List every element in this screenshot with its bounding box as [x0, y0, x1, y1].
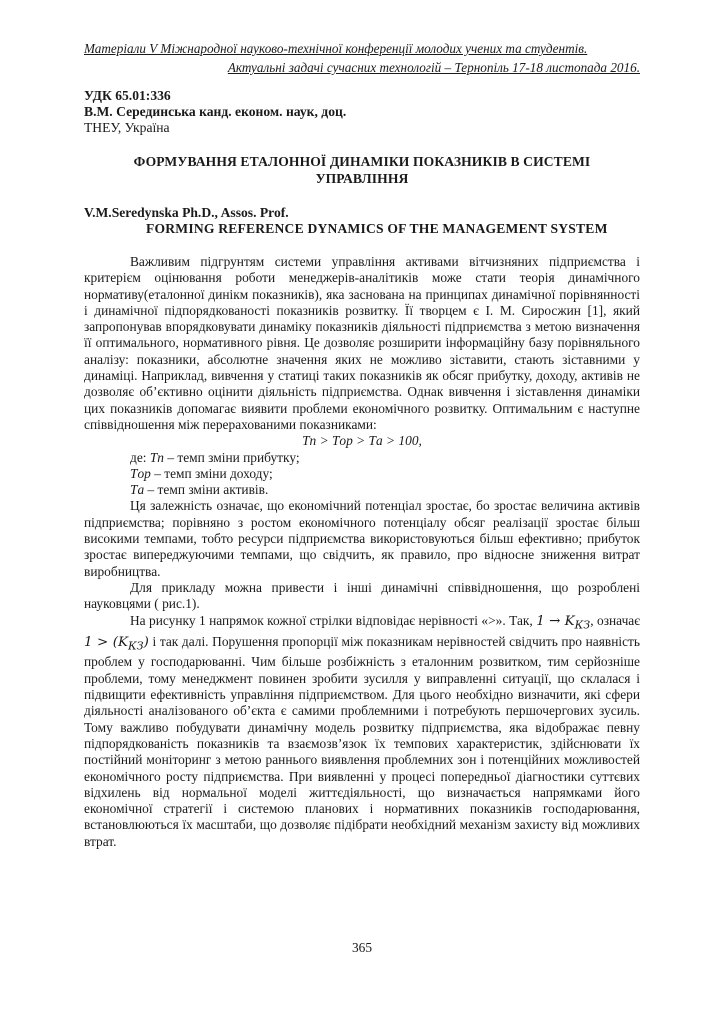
legend-tor-text: – темп зміни доходу; [150, 465, 273, 481]
paper-title-ua [84, 153, 640, 187]
paper-title-ua-line2: УПРАВЛІННЯ [315, 171, 409, 186]
formula-legend-ta [84, 482, 640, 498]
legend-tor-symbol: Tор [130, 465, 151, 481]
paragraph-4-start: На рисунку 1 напрямок кожної стрілки відповідає нерівності «>». Так, [130, 612, 537, 628]
formula-legend-tp [84, 450, 640, 466]
legend-tp-text: – темп зміни прибутку; [163, 449, 300, 465]
paper-title-ua-line1: ФОРМУВАННЯ ЕТАЛОННОЇ ДИНАМІКИ ПОКАЗНИКІВ В СИСТЕМІ [133, 154, 591, 169]
legend-ta-text: – темп зміни активів. [144, 482, 269, 498]
conference-header-line1: Матеріали V Міжнародної науково-технічної конференції молодих учених та студентів. [84, 41, 588, 56]
expr2-main: 1 > (K [84, 634, 129, 650]
paragraph-3: Для прикладу можна привести і інші динамічні співвідношення, що розроблені науковцями ( рис.1). [84, 579, 640, 612]
legend-ta-symbol: Tа [130, 482, 145, 498]
author-en: V.M.Seredynska Ph.D., Assos. Prof. [84, 205, 289, 220]
author-ua: В.М. Серединська канд. економ. наук, доц. [84, 104, 347, 119]
expr2-subscript: КЗ [128, 639, 144, 653]
paragraph-4-rest: і так далі. Порушення пропорції між показникам нерівностей свідчить про наявність проблем у господарюванні. Чим більше розбіжність з еталонним розвитком, тим серйозніше проблеми, тому менеджмент повинен зробити зусилля у виправленні ситуації, що склалася і підвищити ефективність управління підприємством. Для цього необхідно визначити, які сфери діяльності аналізованого об’єкта є самими проблемними і потребують першочергових зусиль. Тому важливо побудувати динамічну модель розвитку підприємства, яка відображає певну підпорядкованість показників та взаємозв’язок їх темпових характеристик, здійснювати їх постійний моніторинг з метою раннього виявлення проблемних зон і потенційних можливостей економічного росту підприємства. При виявленні у процесі попередньої діагностики суттєвих відхилень від нормальної моделі життєдіяльності, що визначається напрямками його економічної стратегії і системою планових і нормативних показників господарювання, встановлюються їх масштаби, що дозволяє підібрати необхідний механізм захисту від можливих втрат. [84, 633, 640, 849]
udc-code: УДК 65.01:336 [84, 88, 171, 103]
inline-expression-1 [536, 613, 591, 632]
conference-header-line2: Актуальні задачі сучасних технологій – Тернопіль 17-18 листопада 2016. [227, 60, 640, 75]
formula: Tп > Tор > Tа > 100, [302, 433, 422, 449]
paper-title-en: FORMING REFERENCE DYNAMICS OF THE MANAGEMENT SYSTEM [146, 221, 608, 236]
paragraph-1: Важливим підгрунтям системи управління активами вітчизняних підприємства і критерієм оцінювання роботи менеджерів-аналітиків може стати теорія динамічного нормативу(еталонної динікм показників), яка заснована на принципах динамічної порівнянності і динамічної підпорядкованості показників розвитку. Її творцем є І. М. Сиросжин [1], який запропонував впорядковувати динаміку показників діяльності підприємства з метою визначення її оптимального, нормативного рівня. Це дозволяє розширити інформаційну базу порівняльного аналізу: показники, абсолютне значення яких не можливо зіставити, стають зіставними у динаміці. Наприклад, вивчення у статиці таких показників як обсяг прибутку, доходу, активів не дозволяє об’єктивно оцінити діяльність підприємства. Однак вивчення і зіставлення динаміки цих показників допомагає виявити проблеми економічного розвитку. Оптимальним є наступне співвідношення між перерахованими показниками: [84, 254, 640, 432]
paragraph-4-mid: , означає [590, 612, 640, 628]
legend-tp-symbol: Tп [149, 449, 164, 465]
paragraph-2: Ця залежність означає, що економічний потенціал зростає, бо зростає величина активів підприємства; порівняно з ростом економічного потенціалу обсяг реалізації зростає більш високими темпами, тобто ресурси підприємства використовуються більш ефективно; прибуток зростає випереджуючими темпами, що свідчить, як правило, про відносне зниження витрат виробництва. [84, 498, 640, 579]
formula-legend-tor [84, 466, 640, 482]
paragraph-4 [84, 613, 640, 851]
body-text [84, 254, 640, 850]
expr2-close: ) [143, 634, 149, 650]
legend-prefix: де: [130, 449, 150, 465]
expr1-subscript: КЗ [574, 618, 591, 632]
page-number: 365 [351, 940, 373, 955]
inline-expression-2 [84, 634, 149, 653]
affiliation: ТНЕУ, Україна [84, 120, 170, 135]
expr1-main: 1 → K [536, 613, 575, 629]
